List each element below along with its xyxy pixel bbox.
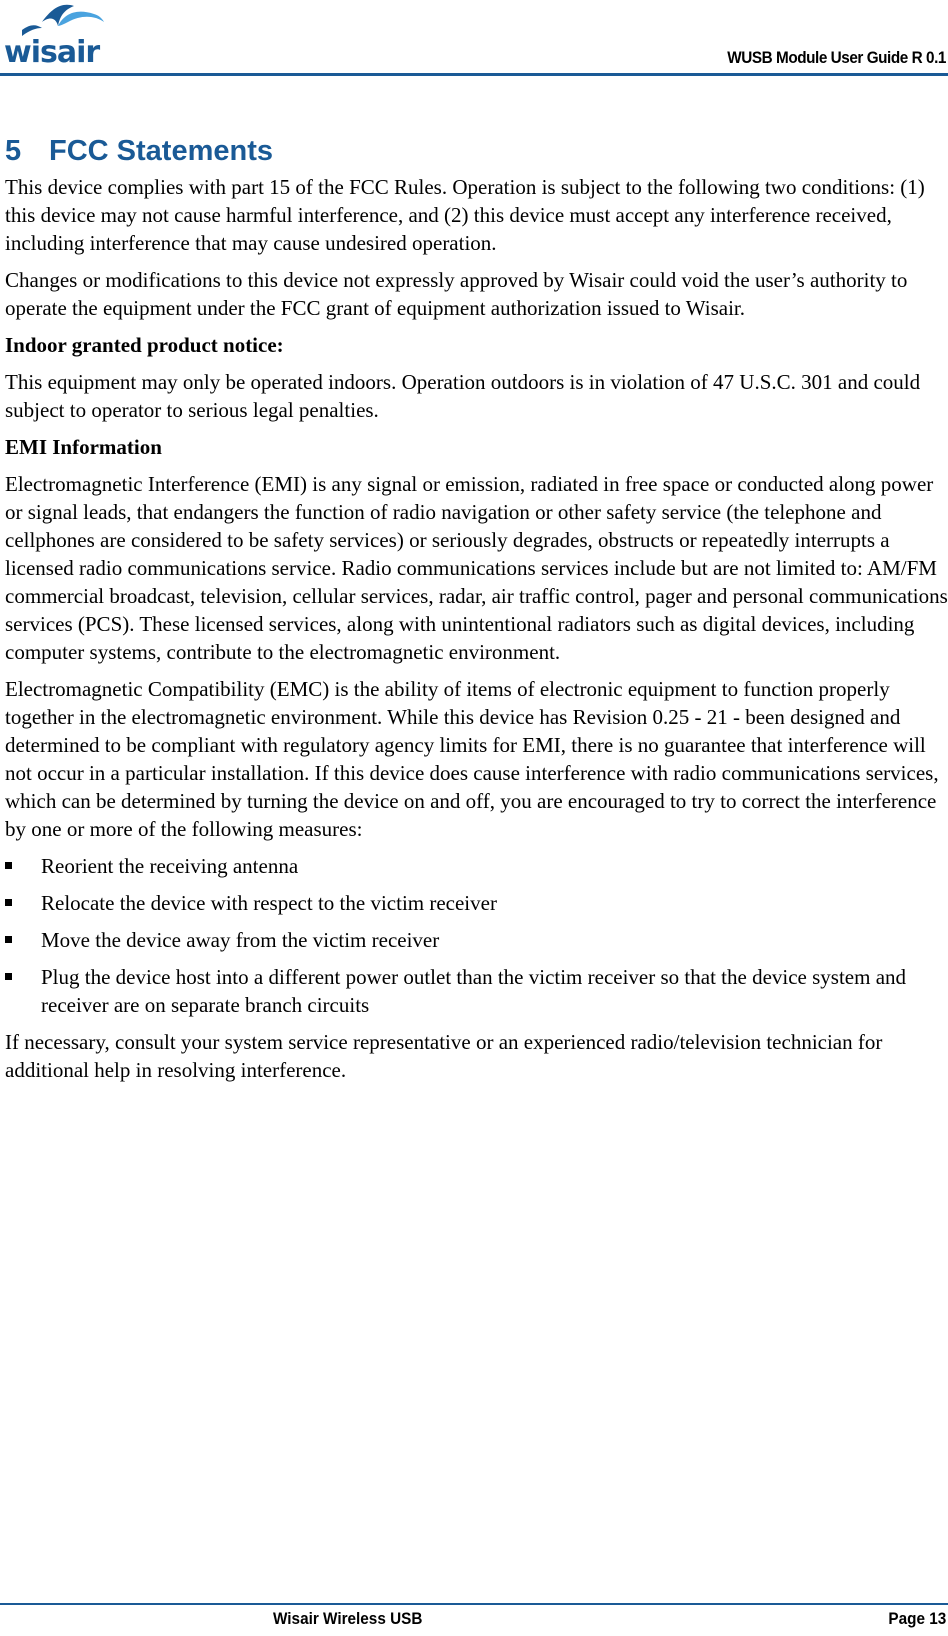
emi-paragraph: Electromagnetic Interference (EMI) is any signal or emission, radiated in free space or conducted along power or signal leads, that endangers the function of radio navigation or other safety service (the telephone and cellphones are considered to be safety services) or seriously degrades, obstructs or repeatedly interrupts a licensed radio communications service. Radio communications services include but are not limited to: AM/FM commercial broadcast, television, cellular services, radar, air traffic control, pager and personal communications services (PCS). These licensed services, along with unintentional radiators such as digital devices, including computer systems, contribute to the electromagnetic environment.: [5, 472, 948, 664]
footer-doc-name: Wisair Wireless USB: [273, 1609, 423, 1628]
list-item: [5, 889, 948, 917]
section-title: FCC Statements: [49, 135, 273, 167]
wisair-logo: [2, 0, 114, 72]
list-item: [5, 926, 948, 954]
list-item: [5, 852, 948, 880]
svg-text:wisair: wisair: [4, 35, 100, 70]
list-item-text: Move the device away from the victim receiver: [41, 928, 440, 952]
header-title: WUSB Module User Guide R 0.1: [727, 48, 946, 67]
measures-list: [5, 852, 948, 1019]
bullet-icon: [5, 862, 12, 869]
header-rule: [0, 73, 948, 76]
indoor-paragraph: This equipment may only be operated indoors. Operation outdoors is in violation of 47 U.S.C. 301 and could subject to operator to serious legal penalties.: [5, 370, 921, 422]
footer-rule: [0, 1603, 948, 1605]
section-heading: [5, 133, 948, 169]
consult-paragraph: If necessary, consult your system service representative or an experienced radio/television technician for additional help in resolving interference.: [5, 1030, 883, 1082]
bullet-icon: [5, 936, 12, 943]
bullet-icon: [5, 973, 12, 980]
indoor-heading: Indoor granted product notice:: [5, 333, 284, 357]
list-item-text: Reorient the receiving antenna: [41, 854, 299, 878]
list-item-text: Plug the device host into a different power outlet than the victim receiver so that the device system and receiver are on separate branch circuits: [41, 965, 907, 1017]
modifications-paragraph: Changes or modifications to this device not expressly approved by Wisair could void the user’s authority to operate the equipment under the FCC grant of equipment authorization issued to Wisair.: [5, 268, 908, 320]
page-content: [5, 133, 948, 1093]
list-item: [5, 963, 948, 1019]
section-number: 5: [5, 135, 22, 167]
emc-paragraph: Electromagnetic Compatibility (EMC) is the ability of items of electronic equipment to function properly together in the electromagnetic environment. While this device has Revision 0.25 - 21 - been designed and determined to be compliant with regulatory agency limits for EMI, there is no guarantee that interference will not occur in a particular installation. If this device does cause interference with radio communications services, which can be determined by turning the device on and off, you are encouraged to try to correct the interference by one or more of the following measures:: [5, 677, 939, 841]
footer-page-number: Page 13: [888, 1609, 946, 1628]
compliance-paragraph: This device complies with part 15 of the FCC Rules. Operation is subject to the following two conditions: (1) this device may not cause harmful interference, and (2) this device must accept any interference received, including interference that may cause undesired operation.: [5, 175, 925, 255]
list-item-text: Relocate the device with respect to the victim receiver: [41, 891, 497, 915]
bullet-icon: [5, 899, 12, 906]
emi-heading: EMI Information: [5, 435, 162, 459]
